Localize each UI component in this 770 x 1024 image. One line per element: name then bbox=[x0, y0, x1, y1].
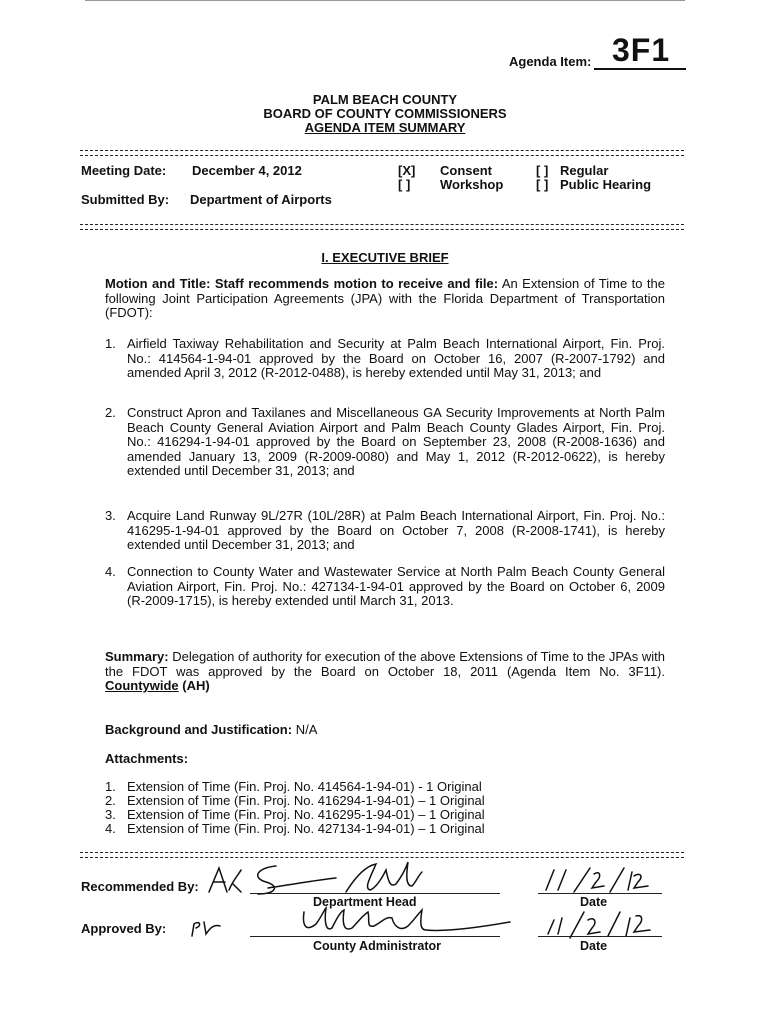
recommended-by-label: Recommended By: bbox=[81, 879, 199, 894]
approved-date-label: Date bbox=[580, 939, 608, 953]
submitted-by-value: Department of Airports bbox=[190, 192, 332, 207]
submitted-by-label: Submitted By: bbox=[81, 192, 170, 207]
agenda-item-number: 3F1 bbox=[612, 32, 671, 68]
attachment-text: Extension of Time (Fin. Proj. No. 414564-1-94-01) - 1 Original bbox=[127, 779, 482, 794]
motion-paragraph bbox=[105, 277, 665, 321]
summary-initials: (AH) bbox=[182, 678, 210, 694]
department-head-signature bbox=[246, 858, 436, 900]
list-item-number: 2. bbox=[105, 405, 116, 420]
board-title: BOARD OF COUNTY COMMISSIONERS bbox=[263, 106, 507, 121]
list-item bbox=[105, 337, 665, 381]
meeting-date-label: Meeting Date: bbox=[81, 163, 167, 178]
recommended-date-handwritten bbox=[540, 866, 650, 896]
attachment-number: 1. bbox=[105, 779, 116, 794]
motion-label: Motion and Title: bbox=[105, 276, 211, 291]
attachment-item bbox=[105, 794, 485, 808]
county-administrator-signature bbox=[296, 902, 520, 942]
list-item bbox=[105, 406, 665, 479]
background-label: Background and Justification: bbox=[105, 722, 293, 737]
motion-text: An Extension of Time to the following Joint Participation Agreements (JPA) with the Florida Department of Transportation (FDOT): bbox=[105, 276, 665, 321]
county-administrator-title: County Administrator bbox=[313, 939, 442, 953]
attachment-item bbox=[105, 780, 482, 794]
workshop-box: [ ] bbox=[398, 177, 411, 192]
countywide-tag: Countywide bbox=[105, 678, 179, 694]
regular-label: Regular bbox=[560, 163, 609, 178]
attachment-item bbox=[105, 822, 485, 836]
consent-box: [X] bbox=[398, 163, 416, 178]
attachment-item bbox=[105, 808, 485, 822]
list-item-text: Connection to County Water and Wastewater Service at North Palm Beach County General Aviation Airport, Fin. Proj. No.: 427134-1-94-01 approved by the Board on October 6, 2009 (R-2009-1715), is hereby extended until March 31, 2013. bbox=[127, 564, 665, 609]
list-item-number: 4. bbox=[105, 564, 116, 579]
recommended-date-label: Date bbox=[580, 895, 608, 909]
list-item-text: Airfield Taxiway Rehabilitation and Security at Palm Beach International Airport, Fin. Proj. No.: 414564-1-94-01 approved by the Board on October 16, 2007 (R-2007-1792) and amended April 3, 2012 (R-2012-0488), is hereby extended until May 31, 2013; and bbox=[127, 336, 665, 381]
attachment-text: Extension of Time (Fin. Proj. No. 427134-1-94-01) – 1 Original bbox=[127, 821, 485, 836]
public-hearing-box: [ ] bbox=[536, 177, 549, 192]
attachment-number: 2. bbox=[105, 793, 116, 808]
approved-by-label: Approved By: bbox=[81, 921, 167, 936]
attachment-text: Extension of Time (Fin. Proj. No. 416294-1-94-01) – 1 Original bbox=[127, 793, 485, 808]
recommended-initials-signature bbox=[205, 862, 245, 898]
attachments-label: Attachments: bbox=[105, 751, 189, 766]
agenda-item-label: Agenda Item: bbox=[509, 54, 592, 69]
attachment-number: 4. bbox=[105, 821, 116, 836]
divider-top bbox=[80, 150, 684, 156]
summary-paragraph bbox=[105, 650, 665, 694]
attachment-text: Extension of Time (Fin. Proj. No. 416295-1-94-01) – 1 Original bbox=[127, 807, 485, 822]
list-item-text: Acquire Land Runway 9L/27R (10L/28R) at Palm Beach International Airport, Fin. Proj. No.: 416295-1-94-01 approved by the Board on October 7, 2008 (R-2008-1741), is hereby extended until December 31, 2013; and bbox=[127, 508, 665, 553]
meeting-date-value: December 4, 2012 bbox=[192, 163, 302, 178]
divider-middle bbox=[80, 224, 684, 230]
agenda-underline bbox=[594, 68, 686, 70]
list-item-number: 1. bbox=[105, 336, 116, 351]
regular-box: [ ] bbox=[536, 163, 549, 178]
summary-title: AGENDA ITEM SUMMARY bbox=[304, 120, 466, 135]
consent-label: Consent bbox=[440, 163, 492, 178]
approved-initials-signature bbox=[188, 918, 222, 940]
top-rule bbox=[85, 0, 685, 1]
background-value: N/A bbox=[295, 722, 318, 737]
motion-bold: Staff recommends motion to receive and file: bbox=[214, 276, 499, 291]
summary-label: Summary: bbox=[105, 649, 169, 664]
list-item-number: 3. bbox=[105, 508, 116, 523]
approved-date-handwritten bbox=[544, 910, 654, 940]
public-hearing-label: Public Hearing bbox=[560, 177, 652, 192]
executive-brief-heading: I. EXECUTIVE BRIEF bbox=[321, 250, 449, 265]
list-item bbox=[105, 565, 665, 609]
department-head-title: Department Head bbox=[313, 895, 417, 909]
summary-text: Delegation of authority for execution of the above Extensions of Time to the JPAs with the FDOT was approved by the Board on October 18, 2011 (Agenda Item No. 3F11). bbox=[105, 649, 665, 679]
workshop-label: Workshop bbox=[440, 177, 504, 192]
list-item bbox=[105, 509, 665, 553]
list-item-text: Construct Apron and Taxilanes and Miscellaneous GA Security Improvements at North Palm Beach County General Aviation Airport and Palm Beach County Glades Airport, Fin. Proj. No.: 416294-1-94-01 approved by the Board on September 23, 2008 (R-2008-1636) and amended January 13, 2009 (R-2009-0080) and May 1, 2012 (R-2012-0622), is hereby extended until December 31, 2013; and bbox=[127, 405, 665, 479]
background-line bbox=[105, 722, 317, 737]
attachment-number: 3. bbox=[105, 807, 116, 822]
org-title: PALM BEACH COUNTY bbox=[312, 92, 458, 107]
